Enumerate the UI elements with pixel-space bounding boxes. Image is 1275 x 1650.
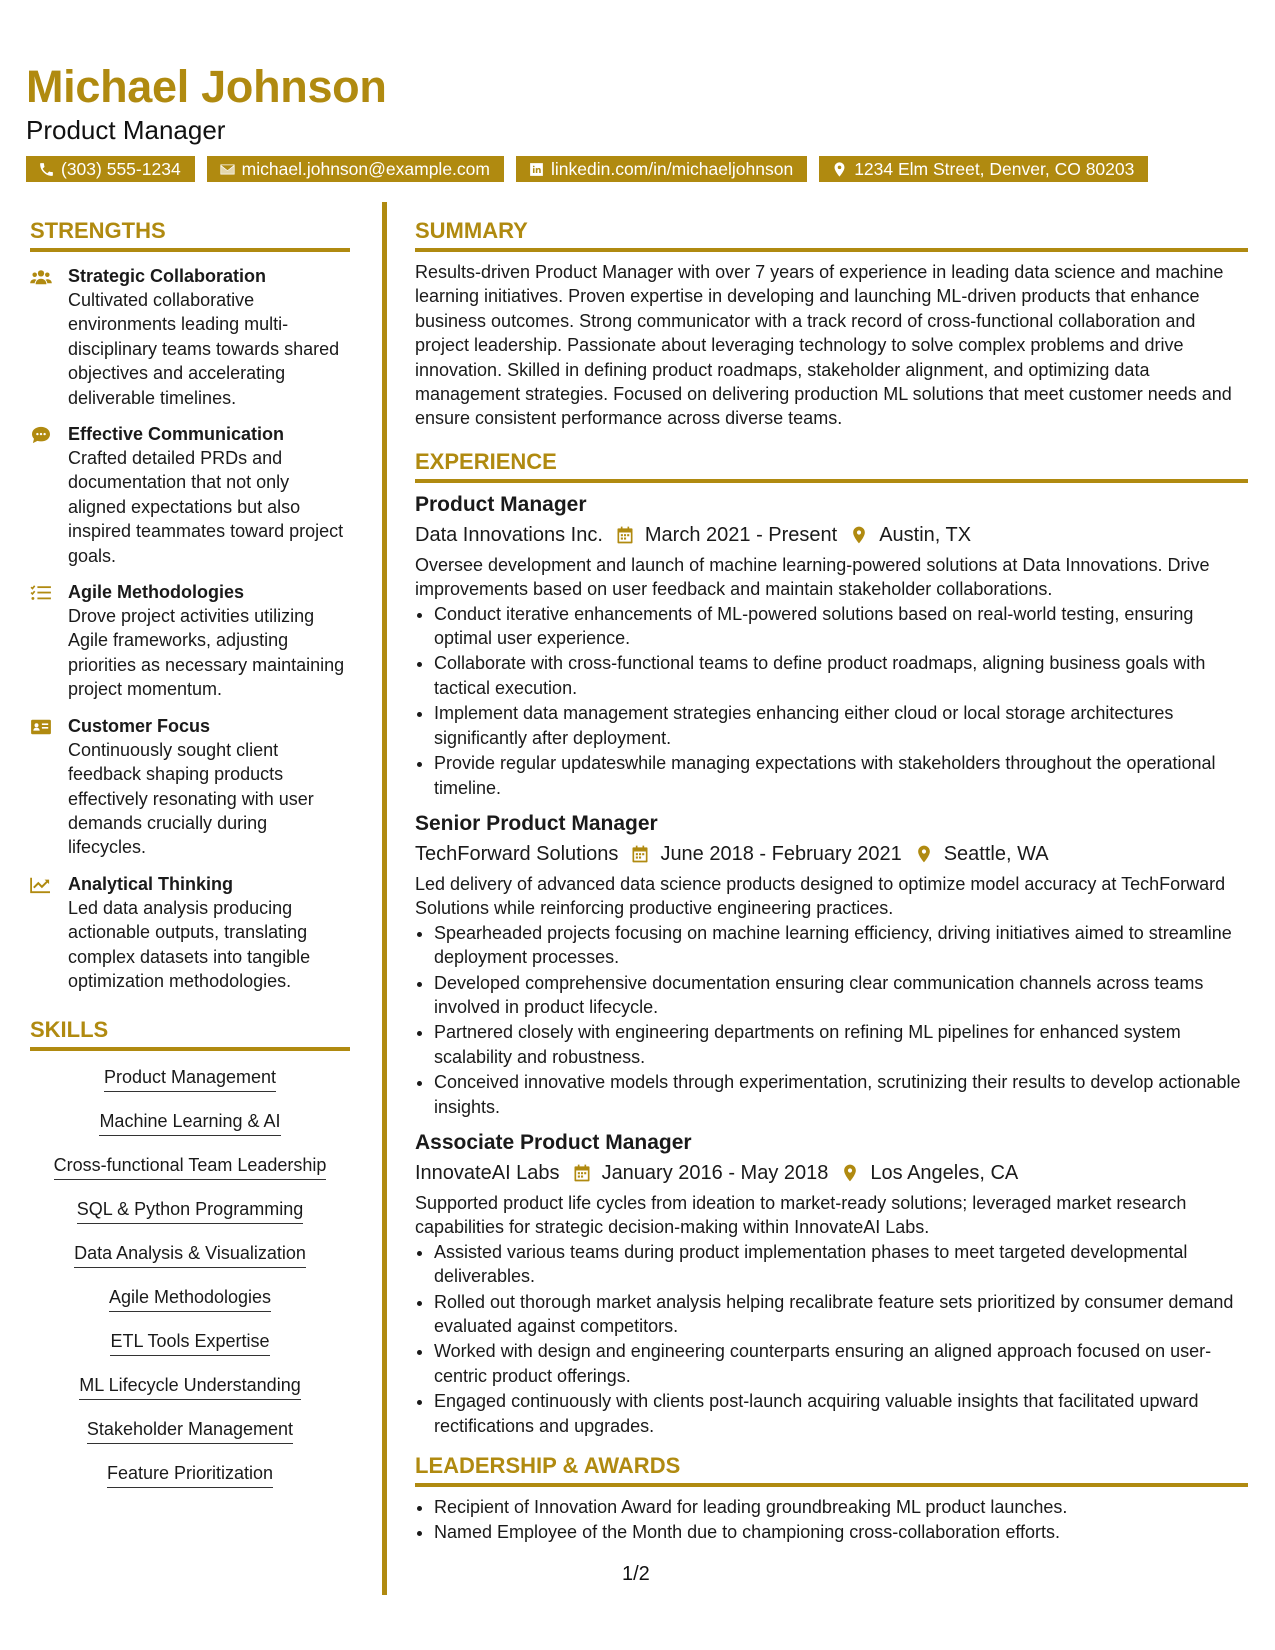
summary-text: Results-driven Product Manager with over 7 years of experience in leading data science and machine learning initiatives. Proven expertise in developing and launching ML-driven products that enhance business outcomes. Strong communicator with a track record of cross-functional collaboration and project leadership. Passionate about leveraging technology to solve complex problems and drive innovation. Skilled in defining product roadmaps, stakeholder alignment, and optimizing data management strategies. Focused on delivering production ML solutions that meet customer needs and ensure consistent performance across diverse teams.: [415, 262, 1232, 429]
summary-heading: SUMMARY: [415, 218, 1248, 252]
chat-icon: [30, 426, 52, 444]
job-meta: [415, 1159, 1248, 1187]
job-bullet: • Implement data management strategies enhancing either cloud or local storage architectures significantly after deployment.: [434, 701, 1248, 750]
job-description: Supported product life cycles from ideation to market-ready solutions; leveraged market research capabilities for strategic decision-making within InnovateAI Labs.: [415, 1192, 1187, 1238]
strength-description: Continuously sought client feedback shaping products effectively resonating with user demands crucially during lifecycles.: [68, 739, 314, 858]
job-entry: [415, 810, 1248, 1119]
job-company: InnovateAI Labs: [415, 1161, 560, 1184]
contact-address-text: 1234 Elm Street, Denver, CO 80203: [854, 159, 1135, 179]
strength-description: Cultivated collaborative environments leading multi-disciplinary teams towards shared objectives and accelerating deliverable timelines.: [68, 290, 340, 408]
candidate-name: Michael Johnson: [26, 61, 387, 112]
resume-header: [26, 62, 1256, 182]
job-entry: [415, 1129, 1248, 1438]
job-dates: June 2018 - February 2021: [660, 842, 902, 865]
job-bullet: • Developed comprehensive documentation ensuring clear communication channels across teams involved in product lifecycle.: [434, 971, 1248, 1020]
awards-heading: LEADERSHIP & AWARDS: [415, 1453, 1248, 1487]
job-bullet: • Engaged continuously with clients post-launch acquiring valuable insights that facilitated upward rectifications and upgrades.: [434, 1389, 1248, 1438]
strength-title: Customer Focus: [68, 715, 211, 736]
envelope-icon: [219, 161, 236, 178]
award-item: • Recipient of Innovation Award for leading groundbreaking ML product launches.: [434, 1495, 1248, 1519]
right-column: [415, 218, 1248, 1546]
job-location: Los Angeles, CA: [870, 1161, 1019, 1184]
skill-item: ETL Tools Expertise: [110, 1329, 269, 1356]
calendar-icon: [572, 1163, 592, 1183]
award-item: • Named Employee of the Month due to championing cross-collaboration efforts.: [434, 1520, 1248, 1544]
job-bullet: • Worked with design and engineering counterparts ensuring an aligned approach focused on user-centric product offerings.: [434, 1339, 1248, 1388]
contact-linkedin[interactable]: [516, 156, 807, 182]
awards-list: [415, 1495, 1248, 1545]
linkedin-icon: [528, 161, 545, 178]
strength-item: [30, 872, 350, 994]
job-bullet: • Conduct iterative enhancements of ML-powered solutions based on real-world testing, ensuring optimal user experience.: [434, 602, 1248, 651]
id-card-icon: [30, 718, 52, 736]
job-bullet: • Rolled out thorough market analysis helping recalibrate feature sets prioritized by consumer demand evaluated against competitors.: [434, 1290, 1248, 1339]
strength-description: Drove project activities utilizing Agile frameworks, adjusting priorities as necessary maintaining project momentum.: [68, 606, 345, 700]
map-pin-icon: [914, 844, 934, 864]
users-icon: [30, 268, 52, 286]
skill-item: Feature Prioritization: [107, 1461, 273, 1488]
skill-item: SQL & Python Programming: [77, 1197, 303, 1224]
job-location: Seattle, WA: [943, 842, 1049, 865]
page-number: 1/2: [622, 1563, 650, 1585]
job-bullet: • Conceived innovative models through experimentation, scrutinizing their results to develop actionable insights.: [434, 1070, 1248, 1119]
job-location: Austin, TX: [879, 523, 972, 546]
experience-heading: EXPERIENCE: [415, 449, 1248, 483]
job-dates: March 2021 - Present: [644, 523, 838, 546]
strength-description: Led data analysis producing actionable outputs, translating complex datasets into tangible optimization methodologies.: [68, 897, 311, 991]
job-meta: [415, 840, 1248, 868]
strength-title: Effective Communication: [68, 424, 285, 445]
job-bullet: • Collaborate with cross-functional teams to define product roadmaps, aligning business goals with tactical execution.: [434, 651, 1248, 700]
phone-icon: [38, 161, 55, 178]
job-bullets: [415, 602, 1248, 800]
strength-description: Crafted detailed PRDs and documentation that not only aligned expectations but also inspired teammates toward project goals.: [68, 448, 344, 566]
calendar-icon: [630, 844, 650, 864]
job-description: Oversee development and launch of machine learning-powered solutions at Data Innovations. Drive improvements based on user feedback and maintain stakeholder collaborations.: [415, 554, 1210, 600]
contact-address: [819, 156, 1148, 182]
skill-item: Cross-functional Team Leadership: [54, 1153, 327, 1180]
job-title: Product Manager: [415, 492, 587, 516]
strength-item: [30, 422, 350, 568]
map-pin-icon: [831, 161, 848, 178]
strength-title: Analytical Thinking: [68, 873, 234, 894]
job-description: Led delivery of advanced data science products designed to optimize model accuracy at TechForward Solutions while reinforcing productive engineering practices.: [415, 873, 1226, 919]
job-bullet: • Provide regular updateswhile managing expectations with stakeholders throughout the operational timeline.: [434, 751, 1248, 800]
job-company: TechForward Solutions: [415, 842, 619, 865]
strength-title: Agile Methodologies: [68, 582, 245, 603]
map-pin-icon: [840, 1163, 860, 1183]
job-company: Data Innovations Inc.: [415, 523, 603, 546]
strength-title: Strategic Collaboration: [68, 266, 267, 286]
skill-item: ML Lifecycle Understanding: [79, 1373, 300, 1400]
contact-email[interactable]: [207, 156, 504, 182]
job-dates: January 2016 - May 2018: [601, 1161, 829, 1184]
strength-item: [30, 264, 350, 410]
skill-item: Data Analysis & Visualization: [74, 1241, 306, 1268]
strength-item: [30, 714, 350, 860]
contact-linkedin-text: linkedin.com/in/michaeljohnson: [550, 159, 794, 179]
skill-item: Product Management: [104, 1065, 276, 1092]
job-bullet: • Spearheaded projects focusing on machine learning efficiency, driving initiatives aimed to streamline deployment processes.: [434, 921, 1248, 970]
skill-item: Agile Methodologies: [109, 1285, 271, 1312]
contact-phone-text: (303) 555-1234: [61, 159, 181, 179]
strengths-heading: STRENGTHS: [30, 218, 350, 252]
skills-list: [30, 1065, 350, 1505]
contact-email-text: michael.johnson@example.com: [241, 159, 490, 179]
strength-item: [30, 580, 350, 702]
map-pin-icon: [849, 525, 869, 545]
job-bullet: • Assisted various teams during product implementation phases to meet targeted developmental deliverables.: [434, 1240, 1248, 1289]
left-column: [30, 218, 350, 1505]
job-title: Associate Product Manager: [415, 1130, 692, 1154]
job-bullet: • Partnered closely with engineering departments on refining ML pipelines for enhanced system scalability and robustness.: [434, 1020, 1248, 1069]
contact-bar: [26, 156, 1256, 182]
checklist-icon: [30, 584, 52, 602]
job-title: Senior Product Manager: [415, 811, 658, 835]
skills-heading: SKILLS: [30, 1017, 350, 1051]
job-bullets: [415, 921, 1248, 1119]
job-bullets: [415, 1240, 1248, 1438]
column-divider: [382, 202, 387, 1595]
calendar-icon: [615, 525, 635, 545]
job-meta: [415, 521, 1248, 549]
candidate-title: Product Manager: [26, 115, 226, 145]
skill-item: Stakeholder Management: [87, 1417, 293, 1444]
skill-item: Machine Learning & AI: [99, 1109, 280, 1136]
job-entry: [415, 491, 1248, 800]
chart-line-icon: [30, 876, 52, 894]
contact-phone[interactable]: [26, 156, 195, 182]
